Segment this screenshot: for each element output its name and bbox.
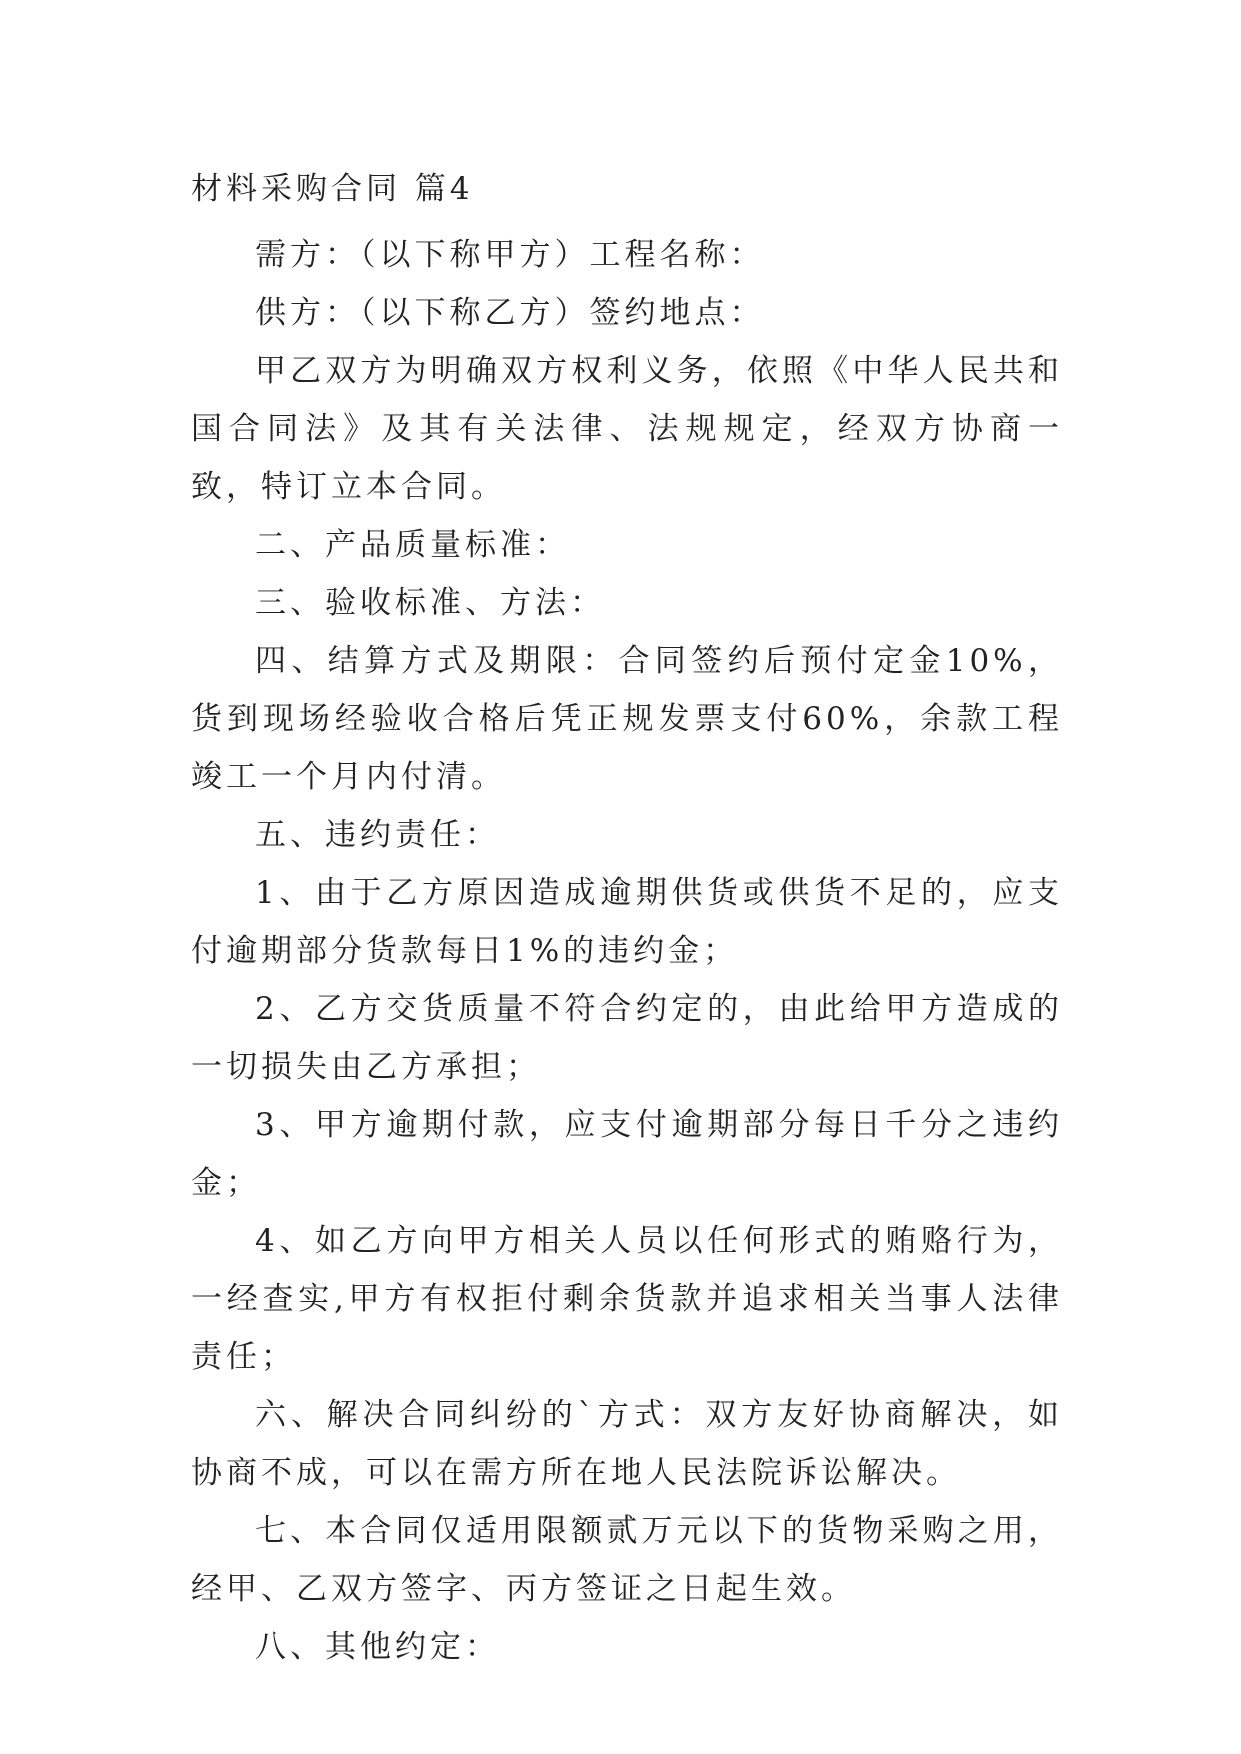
paragraph-other: 八、其他约定：	[255, 1629, 500, 1665]
paragraph-dispute: 六、解决合同纠纷的`方式：双方友好协商解决，如协商不成，可以在需方所在地人民法院诉讼解决。	[191, 1397, 1063, 1491]
document-body	[191, 160, 1063, 1676]
paragraph-settlement: 四、结算方式及期限：合同签约后预付定金10%，货到现场经验收合格后凭正规发票支付60%，余款工程竣工一个月内付清。	[191, 643, 1063, 795]
paragraph-liability-4: 4、如乙方向甲方相关人员以任何形式的贿赂行为，一经查实,甲方有权拒付剩余货款并追求相关当事人法律责任；	[191, 1223, 1063, 1375]
document-title: 材料采购合同 篇4	[191, 171, 474, 207]
paragraph-supply-party: 供方：（以下称乙方）签约地点：	[255, 295, 765, 331]
paragraph-preamble: 甲乙双方为明确双方权利义务，依照《中华人民共和国合同法》及其有关法律、法规规定，经双方协商一致，特订立本合同。	[191, 353, 1063, 505]
paragraph-liability-3: 3、甲方逾期付款，应支付逾期部分每日千分之违约金；	[191, 1107, 1063, 1201]
paragraph-liability-2: 2、乙方交货质量不符合约定的，由此给甲方造成的一切损失由乙方承担；	[191, 991, 1063, 1085]
paragraph-acceptance: 三、验收标准、方法：	[255, 585, 605, 621]
paragraph-liability-heading: 五、违约责任：	[255, 817, 500, 853]
paragraph-quality-standard: 二、产品质量标准：	[255, 527, 570, 563]
paragraph-liability-1: 1、由于乙方原因造成逾期供货或供货不足的，应支付逾期部分货款每日1%的违约金；	[191, 875, 1063, 969]
paragraph-effect: 七、本合同仅适用限额贰万元以下的货物采购之用，经甲、乙双方签字、丙方签证之日起生效。	[191, 1513, 1063, 1607]
paragraph-demand-party: 需方：（以下称甲方）工程名称：	[255, 237, 765, 273]
